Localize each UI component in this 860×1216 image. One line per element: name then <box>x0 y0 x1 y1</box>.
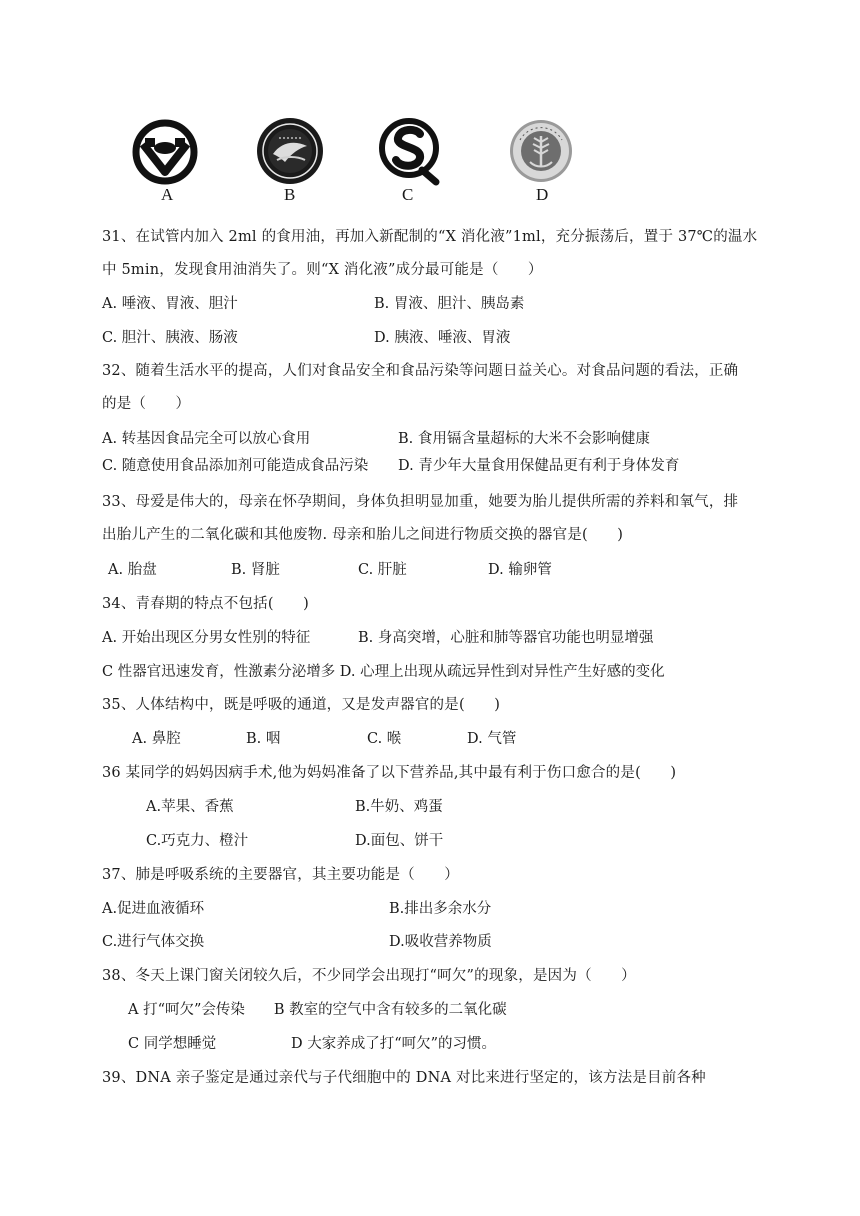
logo-b <box>255 116 325 186</box>
q31-option-b: B. 胃液、胆汁、胰岛素 <box>374 296 525 312</box>
certification-logos <box>0 112 860 212</box>
q37-option-d: D.吸收营养物质 <box>389 934 492 950</box>
q33-option-a: A. 胎盘 <box>108 562 157 578</box>
q33-stem-line1: 33、母爱是伟大的，母亲在怀孕期间，身体负担明显加重，她要为胎儿提供所需的养料和氧气，排 <box>102 494 739 510</box>
q38-stem-line1: 38、冬天上课门窗关闭较久后，不少同学会出现打“呵欠”的现象，是因为（ ） <box>102 968 636 984</box>
q31-option-d: D. 胰液、唾液、胃液 <box>374 330 511 346</box>
q33-option-c: C. 肝脏 <box>358 562 407 578</box>
q34-option-a: A. 开始出现区分男女性别的特征 <box>102 630 311 646</box>
q37-stem-line1: 37、肺是呼吸系统的主要器官，其主要功能是（ ） <box>102 867 459 883</box>
qs-mark-icon <box>376 114 442 186</box>
q32-stem-line2: 的是（ ） <box>102 396 191 412</box>
q38-option-c: C 同学想睡觉 <box>128 1036 217 1052</box>
q39-stem-line1: 39、DNA 亲子鉴定是通过亲代与子代细胞中的 DNA 对比来进行坚定的，该方法是目前各种 <box>102 1070 706 1086</box>
q31-option-a: A. 唾液、胃液、胆汁 <box>102 296 238 312</box>
q36-option-a: A.苹果、香蕉 <box>146 799 234 815</box>
q33-option-b: B. 肾脏 <box>231 562 280 578</box>
pollution-free-agri-product-icon <box>506 118 576 184</box>
q35-stem-line1: 35、人体结构中，既是呼吸的通道，又是发声器官的是( ) <box>102 697 501 713</box>
q36-option-b: B.牛奶、鸡蛋 <box>355 799 443 815</box>
q32-option-c: C. 随意使用食品添加剂可能造成食品污染 <box>102 458 369 474</box>
pollution-free-seal-icon <box>255 116 325 186</box>
q31-option-c: C. 胆汁、胰液、肠液 <box>102 330 238 346</box>
logo-a <box>131 118 199 186</box>
logo-d <box>506 118 576 184</box>
green-food-icon <box>131 118 199 186</box>
q38-option-d: D 大家养成了打“呵欠”的习惯。 <box>291 1036 497 1052</box>
q31-stem-line1: 31、在试管内加入 2ml 的食用油，再加入新配制的“X 消化液”1ml，充分振荡后，置于 37℃的温水 <box>102 229 758 245</box>
logo-c <box>376 114 442 186</box>
q35-option-d: D. 气管 <box>467 731 517 747</box>
q35-option-a: A. 鼻腔 <box>132 731 181 747</box>
logo-b-label: B <box>284 185 296 204</box>
q37-option-a: A.促进血液循环 <box>102 901 205 917</box>
q33-stem-line2: 出胎儿产生的二氧化碳和其他废物. 母亲和胎儿之间进行物质交换的器官是( ) <box>102 527 624 543</box>
q37-option-b: B.排出多余水分 <box>389 901 492 917</box>
q35-option-c: C. 喉 <box>367 731 402 747</box>
logo-c-label: C <box>402 185 414 204</box>
logo-a-label: A <box>161 185 174 204</box>
q31-stem-line2: 中 5min，发现食用油消失了。则“X 消化液”成分最可能是（ ） <box>102 262 543 278</box>
q36-option-d: D.面包、饼干 <box>355 833 444 849</box>
logo-d-label: D <box>536 185 549 204</box>
q32-stem-line1: 32、随着生活水平的提高，人们对食品安全和食品污染等问题日益关心。对食品问题的看法，正确 <box>102 363 739 379</box>
q38-option-ab: A 打“呵欠”会传染 B 教室的空气中含有较多的二氧化碳 <box>128 1002 507 1018</box>
q36-stem-line1: 36 某同学的妈妈因病手术,他为妈妈准备了以下营养品,其中最有利于伤口愈合的是( ) <box>102 765 677 781</box>
q34-option-cd: C 性器官迅速发育，性激素分泌增多 D. 心理上出现从疏远异性到对异性产生好感的变化 <box>102 664 665 680</box>
q33-option-d: D. 输卵管 <box>488 562 552 578</box>
q34-stem-line1: 34、青春期的特点不包括( ) <box>102 596 309 612</box>
q34-option-b: B. 身高突增，心脏和肺等器官功能也明显增强 <box>358 630 654 646</box>
q37-option-c: C.进行气体交换 <box>102 934 205 950</box>
q35-option-b: B. 咽 <box>246 731 281 747</box>
q32-option-d: D. 青少年大量食用保健品更有利于身体发育 <box>398 458 680 474</box>
q32-option-a: A. 转基因食品完全可以放心食用 <box>102 431 311 447</box>
q32-option-b: B. 食用镉含量超标的大米不会影响健康 <box>398 431 650 447</box>
q36-option-c: C.巧克力、橙汁 <box>146 833 249 849</box>
